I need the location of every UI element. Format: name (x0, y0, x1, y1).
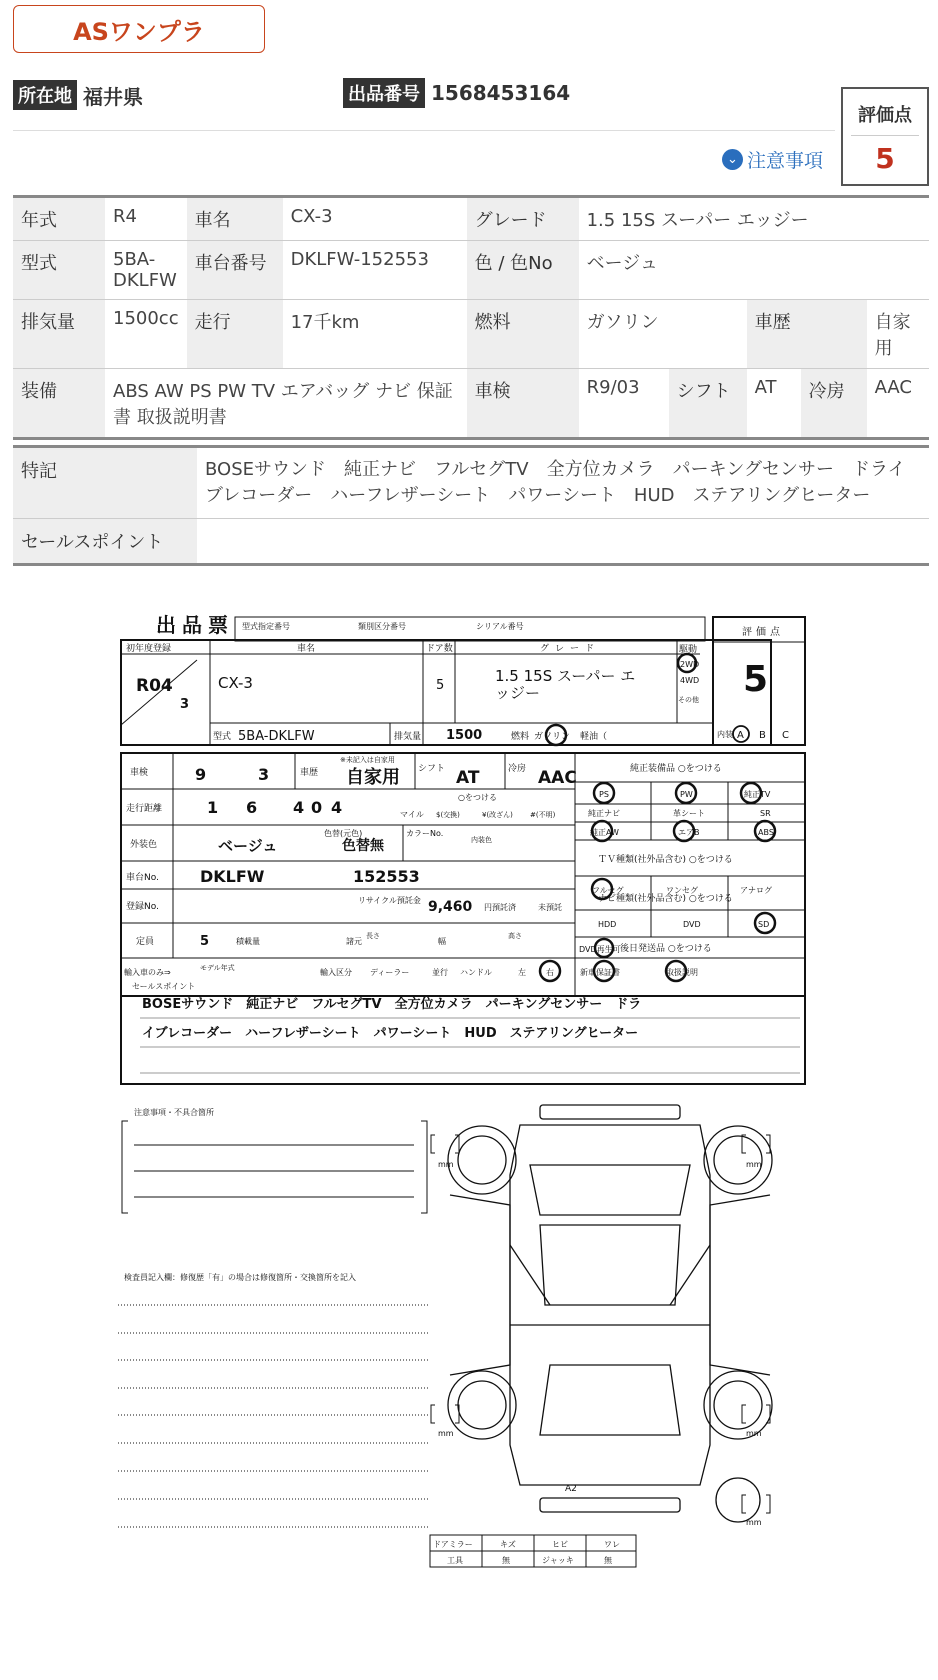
legend-2: キズ (500, 1540, 516, 1549)
disp-h: 排気量 (394, 732, 422, 742)
legend-8: 無 (604, 1556, 612, 1565)
mileage-d2: 6 (246, 798, 258, 817)
recycle-unit: 円預託済 (484, 903, 516, 912)
dealer: ディーラー (370, 968, 410, 977)
chevron-down-icon: ⌄ (722, 149, 743, 170)
mm-label-1: mm (438, 1160, 454, 1169)
spec-label: 車名 (187, 197, 283, 241)
eq-aw: 純正AW (590, 828, 619, 837)
navi-hdd: HDD (598, 920, 617, 929)
fuel-h: 燃料 (511, 732, 530, 742)
legend-3: ヒビ (552, 1540, 568, 1549)
eq-navi: 純正ナビ (588, 809, 620, 818)
spec-value: 17千km (283, 300, 467, 369)
shaken-y: 9 (195, 765, 207, 784)
grade-h: グレード (540, 644, 601, 654)
load-h: 積載量 (236, 937, 260, 946)
mile-opt-1: マイル (400, 810, 424, 819)
eq-pw: PW (680, 790, 693, 799)
later-manual: 取扱説明 (666, 968, 698, 977)
lot-label: 出品番号 (343, 78, 425, 108)
first-reg: 初年度登録 (126, 644, 172, 654)
tv-title: ＴＶ種類(社外品含む) ○をつける (598, 855, 733, 865)
reg-h: 登録No. (126, 902, 159, 912)
navi-title: ナビ種類(社外品含む) ○をつける (598, 894, 733, 904)
mile-mark: ○をつける (458, 793, 497, 802)
mile-opt-4: #(不明) (530, 811, 556, 819)
spec-label: 走行 (187, 300, 283, 369)
spec-label: 型式 (13, 241, 105, 300)
spec-value: ベージュ (579, 241, 929, 300)
dvd-play: DVD再生可 (579, 945, 621, 954)
mileage-d1: 1 (207, 798, 219, 817)
shaken-h: 車検 (130, 768, 149, 778)
tv-one: ワンセグ (666, 886, 698, 895)
sheet-sales-2: イブレコーダー ハーフレザーシート パワーシート HUD ステアリングヒーター (142, 1026, 639, 1041)
legend-6: 無 (502, 1556, 510, 1565)
shift-h: シフト (418, 764, 446, 774)
repaint-h: 色替(元色) (324, 829, 363, 838)
int-c: C (782, 730, 789, 741)
hgt-h: 高さ (508, 932, 522, 940)
sheet-sales-h: セールスポイント (132, 982, 196, 991)
lot-number (343, 78, 570, 108)
legend-1: ドアミラー (433, 1540, 473, 1549)
sheet-shift: AT (456, 768, 480, 788)
sheet-score-title: 評価点 (742, 627, 784, 638)
equip-title: 純正装備品 ○をつける (630, 764, 722, 774)
handle: ハンドル (460, 968, 492, 977)
auction-sheet (110, 605, 830, 1675)
later-title: 後日発送品 ○をつける (620, 944, 712, 954)
hand-right: 右 (546, 968, 554, 977)
spec-label: 色 / 色No (467, 241, 579, 300)
sheet-fuel: ガソリン (534, 732, 571, 742)
sheet-disp: 1500 (446, 728, 483, 743)
recycle-none: 未預託 (538, 903, 562, 912)
spec-value: R4 (105, 197, 187, 241)
spec-label: グレード (467, 197, 579, 241)
history-note: ※未記入は自家用 (340, 756, 395, 764)
eq-tv: 純正TV (744, 790, 771, 799)
model-year-h: モデル年式 (200, 964, 235, 972)
hdr-class-no: 類別区分番号 (358, 622, 406, 631)
later-warranty: 新車保証書 (580, 968, 620, 977)
legend-5: 工具 (447, 1556, 463, 1565)
spec-table (13, 195, 929, 440)
mm-label-2: mm (746, 1160, 762, 1169)
sheet-ext-color: ベージュ (218, 837, 278, 855)
sheet-grade-2: ッジー (495, 684, 541, 702)
mileage-d4: 0 (311, 798, 323, 817)
int-color-h: 内装色 (471, 836, 492, 844)
mileage-d5: 4 (331, 798, 343, 817)
spec-value: CX-3 (283, 197, 467, 241)
ext-color-h: 外装色 (130, 840, 158, 850)
len-h: 長さ (366, 932, 380, 940)
spec-label: 車検 (467, 369, 579, 439)
legend-7: ジャッキ (542, 1556, 574, 1565)
spec-value: DKLFW-152553 (283, 241, 467, 300)
spec-value: ガソリン (579, 300, 747, 369)
import-cls: 輸入区分 (320, 968, 352, 977)
sheet-title: 出品票 (156, 613, 234, 637)
spec-value: 5BA-DKLFW (105, 241, 187, 300)
spec-label: 年式 (13, 197, 105, 241)
ac-h: 冷房 (508, 764, 527, 774)
type-h: 型式 (213, 732, 232, 742)
wid-h: 幅 (438, 937, 446, 946)
tv-analog: アナログ (740, 886, 772, 895)
score-value: 5 (875, 142, 895, 175)
spec-label: 車歴 (747, 300, 867, 369)
defects-h: 注意事項・不具合箇所 (134, 1108, 214, 1117)
sheet-ac: AAC (538, 768, 577, 788)
notice-label: 注意事項 (747, 150, 824, 172)
sales-value (197, 519, 929, 565)
sheet-recycle: 9,460 (428, 899, 473, 915)
capacity-h: 定員 (136, 937, 155, 947)
history-h: 車歴 (300, 768, 319, 778)
spec-value: ABS AW PS PW TV エアバッグ ナビ 保証書 取扱説明書 (105, 369, 467, 439)
doors-h: ドア数 (426, 644, 453, 654)
drive-h: 駆動 (679, 645, 698, 655)
dims-h: 諸元 (346, 937, 362, 946)
seller-button[interactable]: ASワンプラ (13, 5, 265, 53)
sales-label: セールスポイント (13, 519, 197, 565)
spec-label: 車台番号 (187, 241, 283, 300)
sheet-type: 5BA-DKLFW (238, 729, 315, 744)
shaken-m: 3 (258, 765, 270, 784)
sheet-chassis-1: DKLFW (200, 867, 265, 886)
spec-value: AT (747, 369, 801, 439)
mm-label-4: mm (746, 1429, 762, 1438)
divider (13, 130, 835, 131)
mm-label-5: mm (746, 1518, 762, 1527)
interior-h: 内装 (717, 730, 733, 739)
hdr-serial: シリアル番号 (476, 622, 524, 631)
legend-4: ワレ (604, 1540, 620, 1549)
drive-other: その他 (678, 696, 699, 704)
spec-value: AAC (867, 369, 929, 439)
sheet-chassis-2: 152553 (353, 867, 420, 886)
int-b: B (759, 730, 766, 741)
hand-left: 左 (518, 968, 526, 977)
car-name-h: 車名 (297, 644, 316, 654)
eq-airbag: エアB (678, 828, 700, 837)
spec-value: R9/03 (579, 369, 669, 439)
inspector-h: 検査員記入欄：修復歴「有」の場合は修復箇所・交換箇所を記入 (124, 1273, 356, 1282)
spec-value: 自家用 (867, 300, 929, 369)
lot-value: 1568453164 (431, 81, 571, 105)
hdr-model-no: 型式指定番号 (242, 622, 290, 631)
eq-abs: ABS (758, 828, 774, 837)
spec-label: 排気量 (13, 300, 105, 369)
notes-table (13, 445, 929, 566)
mile-opt-2: $(交換) (436, 811, 460, 819)
eq-ps: PS (599, 790, 609, 799)
special-label: 特記 (13, 447, 197, 519)
eq-leather: 革シート (673, 809, 705, 818)
navi-sd: SD (758, 920, 770, 929)
spec-label: 装備 (13, 369, 105, 439)
sheet-grade-1: 1.5 15S スーパー エ (495, 667, 636, 685)
spec-label: 燃料 (467, 300, 579, 369)
spec-label: 冷房 (801, 369, 867, 439)
sheet-history: 自家用 (346, 767, 400, 788)
import-h: 輸入車のみ⇒ (124, 968, 171, 977)
location-value: 福井県 (83, 84, 143, 109)
drive-2wd: 2WD (680, 660, 700, 669)
eq-sr: SR (760, 809, 771, 818)
score-box (841, 87, 929, 186)
sheet-year: R04 (136, 676, 173, 696)
sheet-car-name: CX-3 (218, 674, 253, 692)
int-a: A (737, 730, 744, 741)
spec-value: 1.5 15S スーパー エッジー (579, 197, 929, 241)
sheet-doors: 5 (436, 678, 445, 693)
special-value: BOSEサウンド 純正ナビ フルセグTV 全方位カメラ パーキングセンサー ドライブレコーダー ハーフレザーシート パワーシート HUD ステアリングヒーター (197, 447, 929, 519)
light-oil: 軽油（ (580, 732, 608, 742)
recycle-h: リサイクル預託金 (358, 896, 421, 905)
mileage-d3: 4 (293, 798, 305, 817)
sheet-sales-1: BOSEサウンド 純正ナビ フルセグTV 全方位カメラ パーキングセンサー ドラ (142, 997, 642, 1012)
diagram-a2: A2 (565, 1484, 577, 1494)
spec-label: シフト (669, 369, 747, 439)
mile-opt-3: ¥(改ざん) (482, 811, 513, 819)
parallel: 並行 (432, 968, 448, 977)
score-label: 評価点 (858, 105, 912, 126)
spec-value: 1500cc (105, 300, 187, 369)
sheet-month: 3 (180, 697, 190, 712)
sheet-repaint: 色替無 (342, 838, 384, 854)
location (13, 80, 143, 110)
mm-label-3: mm (438, 1429, 454, 1438)
auction-sheet-svg (110, 605, 830, 1675)
color-no-h: カラーNo. (406, 829, 444, 838)
sheet-capacity: 5 (200, 934, 210, 949)
notice-link[interactable] (722, 146, 823, 173)
location-label: 所在地 (13, 80, 77, 110)
navi-dvd: DVD (683, 920, 701, 929)
sheet-score-val: 5 (743, 659, 769, 700)
mileage-h: 走行距離 (126, 804, 163, 814)
drive-4wd: 4WD (680, 676, 700, 685)
chassis-h: 車台No. (126, 873, 159, 883)
tv-full: フルセグ (592, 886, 624, 895)
